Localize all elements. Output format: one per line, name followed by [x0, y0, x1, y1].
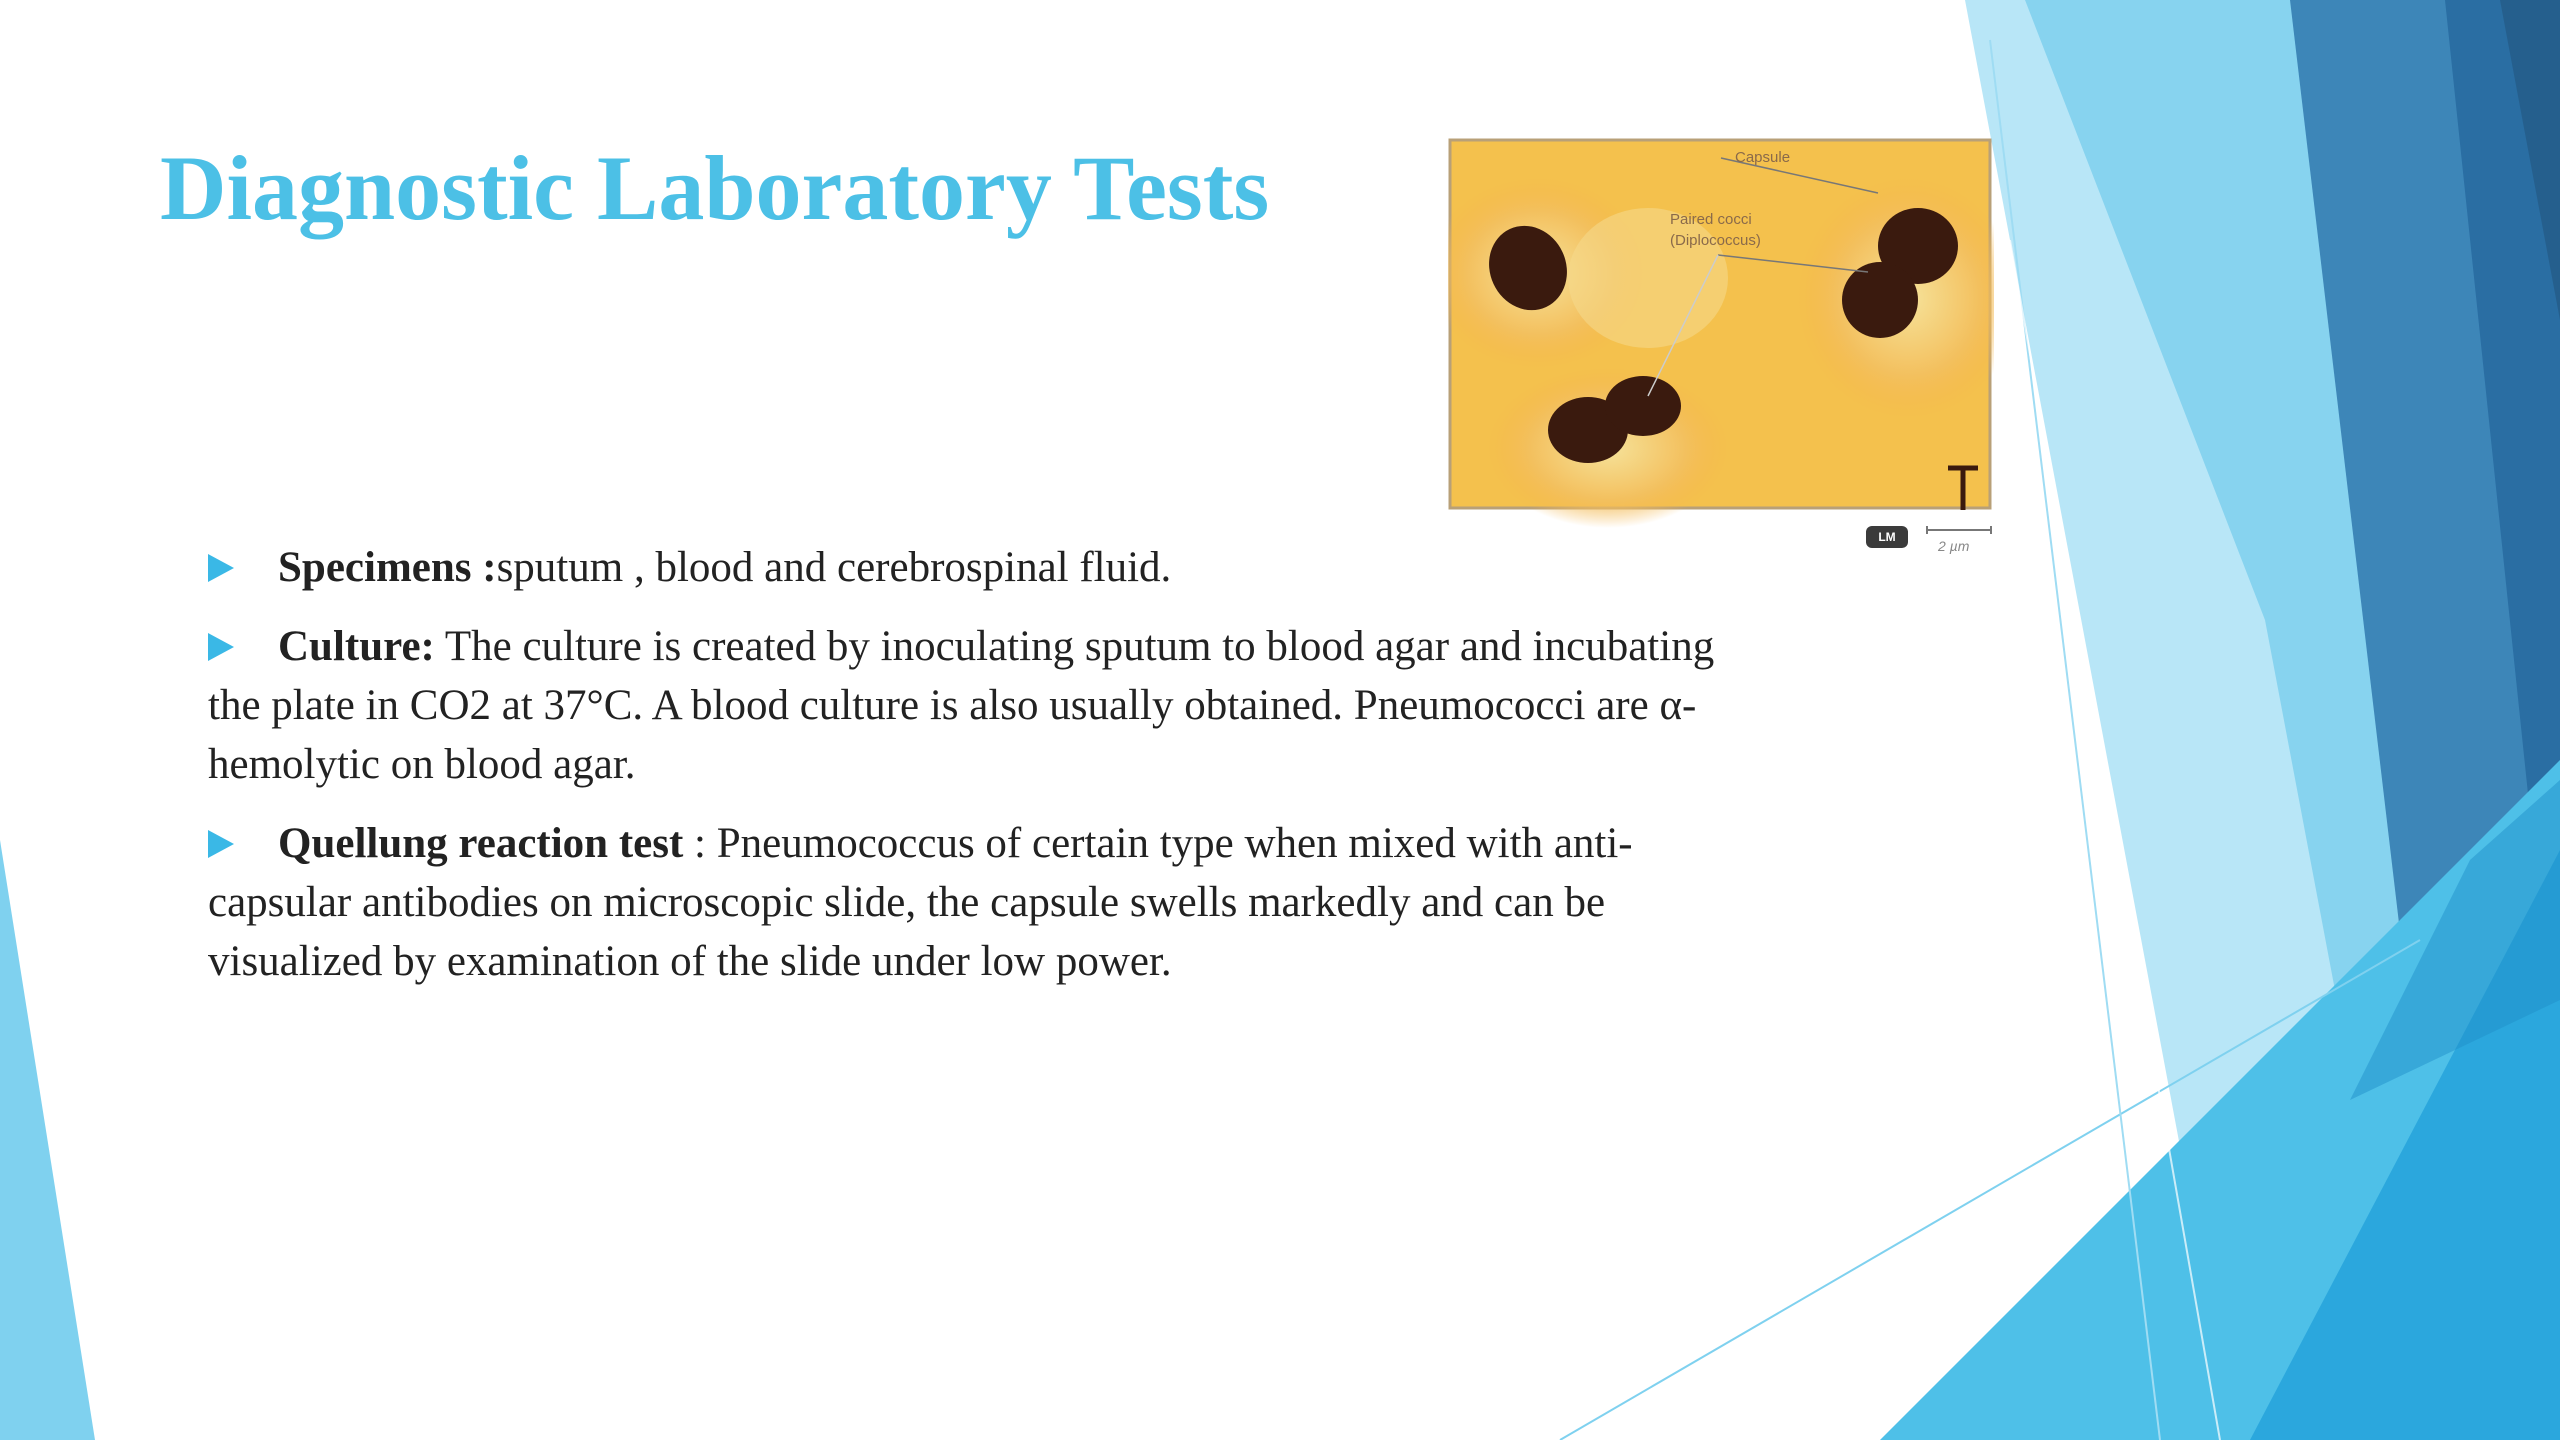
scale-label: 2 µm	[1938, 538, 1970, 554]
bullet-line: visualized by examination of the slide under low power.	[208, 938, 1172, 985]
micrograph-figure	[1448, 138, 1994, 560]
label-paired-cocci: Paired cocci	[1670, 211, 1752, 228]
slide-title: Diagnostic Laboratory Tests	[160, 137, 1270, 239]
label-diplococcus: (Diplococcus)	[1670, 232, 1761, 249]
bullet-list	[208, 538, 1908, 1011]
micrograph-image	[1448, 138, 1994, 560]
bullet-line	[208, 617, 1908, 676]
label-capsule: Capsule	[1735, 149, 1791, 166]
lm-badge: LM	[1866, 526, 1908, 548]
bullet-line	[208, 814, 1908, 873]
bullet-text: The culture is created by inoculating sputum to blood agar and incubating	[434, 623, 1715, 670]
bullet-quellung	[208, 814, 1908, 991]
bullet-text: : Pneumococcus of certain type when mixed with anti-	[683, 820, 1633, 867]
bullet-line: the plate in CO2 at 37°C. A blood culture is also usually obtained. Pneumococci are α-	[208, 682, 1697, 729]
bullet-arrow-icon	[208, 830, 234, 858]
bullet-text: sputum , blood and cerebrospinal fluid.	[496, 544, 1172, 591]
coccus-cell	[1842, 262, 1918, 338]
bullet-line	[208, 538, 1908, 597]
bullet-heading: Quellung reaction test	[278, 820, 684, 867]
bullet-arrow-icon	[208, 554, 234, 582]
bullet-line: capsular antibodies on microscopic slide, the capsule swells markedly and can be	[208, 879, 1606, 926]
bullet-specimens	[208, 538, 1908, 597]
left-accent-shape	[0, 840, 95, 1440]
bullet-heading: Culture:	[278, 623, 435, 670]
coccus-cell	[1605, 376, 1681, 436]
bullet-heading: Specimens :	[278, 544, 497, 591]
bullet-culture	[208, 617, 1908, 794]
bullet-arrow-icon	[208, 633, 234, 661]
bullet-line: hemolytic on blood agar.	[208, 741, 636, 788]
scale-bar	[1926, 526, 1992, 534]
